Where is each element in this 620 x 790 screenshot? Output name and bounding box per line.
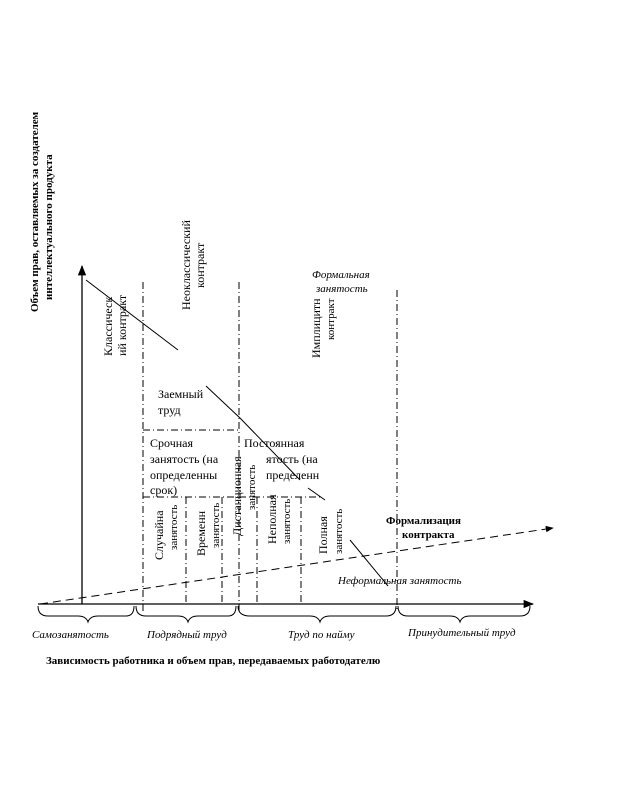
label-implicit-contract-1: Имплицитн [309,298,323,358]
label-part-time-1: Неполная [265,494,279,544]
label-fixed-term-1: Срочная [150,436,193,450]
x-axis-label: Зависимость работника и объем прав, передаваемых работодателю [46,655,381,667]
label-temporary-2: занятость [210,502,222,548]
brace-forced-labor [398,606,530,622]
label-formalization-2: контракта [402,529,455,541]
label-temporary-1: Временн [194,510,208,556]
label-permanent-2: ятость (на [266,452,318,466]
y-axis-label-line1: Объем прав, оставляемых за создателем [29,111,41,312]
y-axis-label-line2: интеллектуального продукта [43,154,55,300]
label-remote-2: занятость [246,464,258,510]
contract-rights-line-2 [206,386,240,418]
label-remote-1: Дистанционная [230,456,244,536]
label-borrowed-labor-1: Заемный [158,387,204,401]
label-full-time-1: Полная [316,516,330,554]
brace-hired-labor [238,606,396,622]
contract-rights-line [86,280,178,350]
label-neoclassic-contract-1: Неоклассический [179,220,193,310]
zone-forced-labor: Принудительный труд [408,627,516,639]
label-formal-employment-1: Формальная [312,269,370,281]
brace-contract-work [136,606,236,622]
label-implicit-contract-2: контракт [325,298,337,340]
label-formalization-1: Формализация [386,515,461,527]
label-fixed-term-2: занятость (на [150,452,219,466]
label-classic-contract-2: ий контракт [115,294,129,356]
label-borrowed-labor-2: труд [158,403,181,417]
label-formal-employment-2: занятость [316,283,368,295]
label-permanent-3: пределенн [266,468,320,482]
zone-self-employment: Самозанятость [32,629,109,641]
contract-rights-line-4 [308,488,325,500]
label-fixed-term-3: определенны [150,468,218,482]
zone-hired-labor: Труд по найму [288,629,355,641]
label-informal-employment: Неформальная занятость [338,575,462,587]
label-casual-2: занятость [168,504,180,550]
label-fixed-term-4: срок) [150,483,178,497]
label-part-time-2: занятость [281,498,293,544]
formalization-line [40,528,553,604]
zone-contract-work: Подрядный труд [147,629,227,641]
brace-self-employment [38,606,134,622]
label-permanent-1: Постоянная [244,436,305,450]
label-full-time-2: занятость [333,508,345,554]
label-neoclassic-contract-2: контракт [193,242,207,288]
label-casual-1: Случайна [152,510,166,560]
label-classic-contract-1: Классическ [101,296,115,356]
